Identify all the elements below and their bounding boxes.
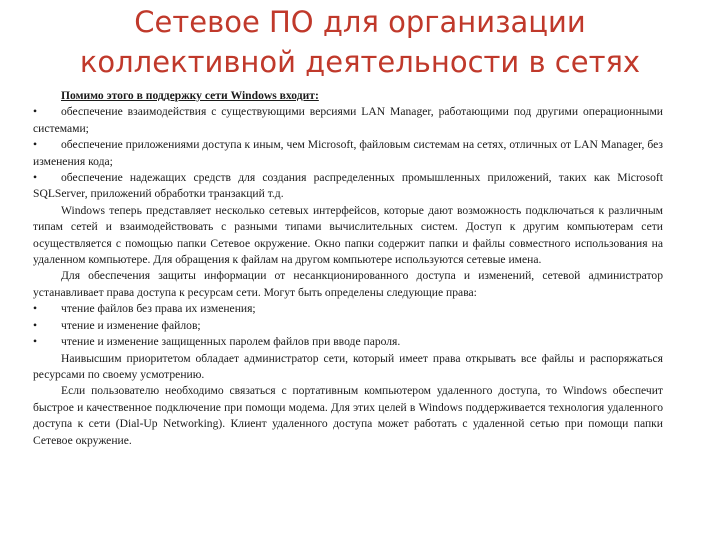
slide-title [20, 2, 700, 82]
bullet-item [33, 301, 663, 317]
bullet-symbol: • [33, 335, 38, 349]
bullet-symbol: • [33, 105, 38, 119]
bullet-symbol: • [33, 171, 38, 185]
bullet-item [33, 137, 663, 170]
paragraph-admin-priority: Наивысшим приоритетом обладает администратор сети, который имеет права открывать все файлы и распоряжаться ресурсами по своему усмотрению. [33, 351, 663, 381]
body-heading: Помимо этого в поддержку сети Windows входит: [61, 89, 319, 102]
slide-title-line-2: коллективной деятельности в сетях [79, 45, 641, 79]
bullet-text: обеспечение надежащих средств для создания распределенных промышленных приложений, таких как Microsoft SQLServer, приложений обработки транзакций т.д. [33, 171, 663, 201]
bullet-text: обеспечение приложениями доступа к иным, чем Microsoft, файловым системам на сетях, отличных от LAN Manager, без изменения кода; [33, 138, 663, 168]
bullet-item [33, 334, 663, 350]
slide-title-line-1: Сетевое ПО для организации [134, 5, 586, 39]
slide-body [33, 88, 663, 449]
paragraph-access-rights: Для обеспечения защиты информации от несанкционированного доступа и изменений, сетевой администратор устанавливает права доступа к ресурсам сети. Могут быть определены следующие права: [33, 269, 663, 299]
bullet-symbol: • [33, 318, 38, 332]
bullet-text: чтение и изменение файлов; [61, 318, 201, 332]
bullet-item [33, 318, 663, 334]
bullet-symbol: • [33, 302, 38, 316]
bullet-item [33, 104, 663, 137]
bullet-text: обеспечение взаимодействия с существующими версиями LAN Manager, работающими под другими операционными системами; [33, 105, 663, 135]
paragraph-remote-access: Если пользователю необходимо связаться с портативным компьютером удаленного доступа, то Windows обеспечит быстрое и качественное подключение при помощи модема. Для этих целей в Windows поддерживается технология удаленного доступа к сети (Dial-Up Networking). Клиент удаленного доступа может работать с удаленной сетью при помощи папки Сетевое окружение. [33, 384, 663, 447]
bullet-text: чтение файлов без права их изменения; [61, 302, 256, 316]
paragraph-network-interfaces: Windows теперь представляет несколько сетевых интерфейсов, которые дают возможность подключаться к различным типам сетей и взаимодействовать с разными типами вычислительных систем. Доступ к другим компьютерам сети осуществляется с помощью папки Сетевое окружение. Окно папки содержит папки и файлы совместного использования на удаленном компьютере. Для обращения к файлам на другом компьютере используются сетевые имена. [33, 203, 663, 267]
bullet-text: чтение и изменение защищенных паролем файлов при вводе пароля. [61, 335, 401, 349]
bullet-item [33, 170, 663, 203]
bullet-symbol: • [33, 138, 38, 152]
